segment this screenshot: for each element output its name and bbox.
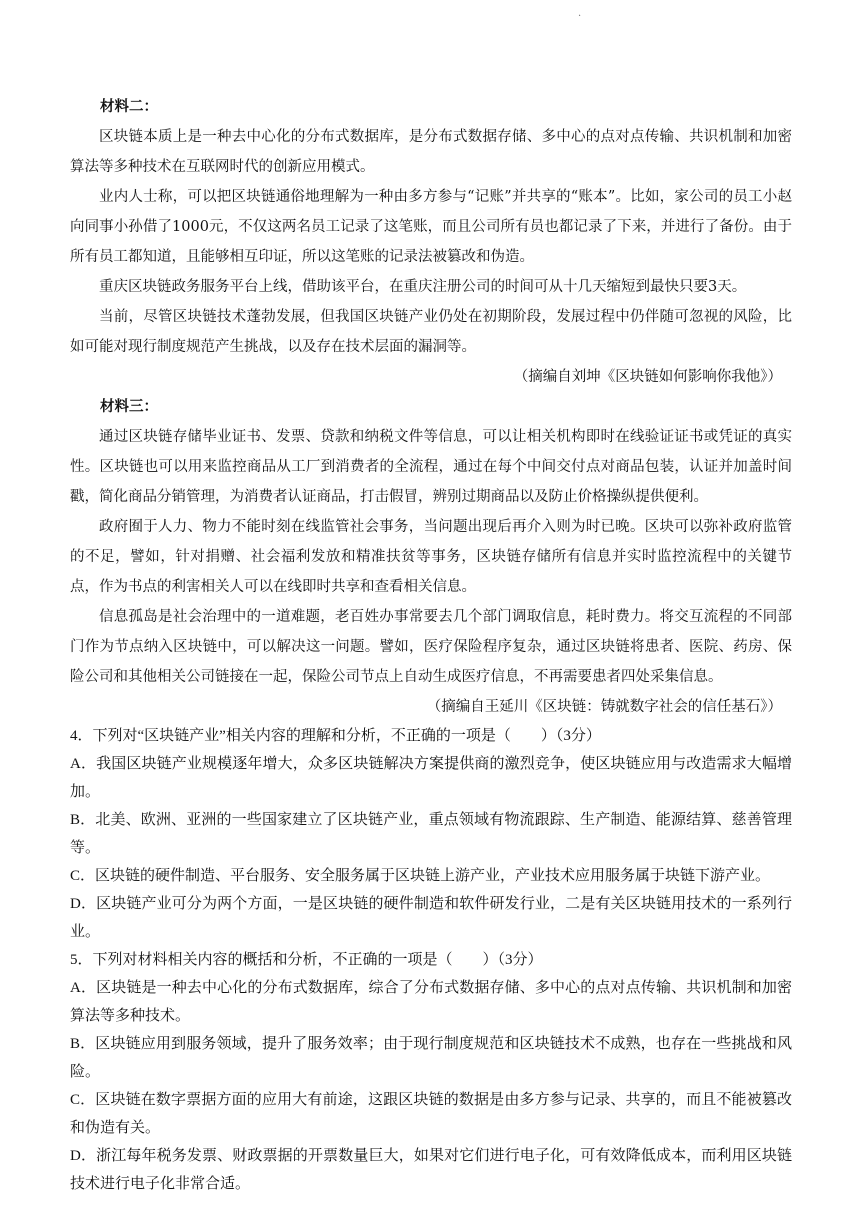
document-content xyxy=(70,92,792,1198)
option-c: C．区块链的硬件制造、平台服务、安全服务属于区块链上游产业，产业技术应用服务属于块链下游产业。 xyxy=(70,868,771,884)
question-5 xyxy=(70,946,792,1198)
option-b: B．区块链应用到服务领域，提升了服务效率；由于现行制度规范和区块链技术不成熟，也存在一些挑战和风险。 xyxy=(70,1036,792,1080)
material2-paragraph-2: 业内人士称，可以把区块链通俗地理解为一种由多方参与“记账”并共享的“账本”。比如，家公司的员工小赵向同事小孙借了1000元，不仅这两名员工记录了这笔账，而且公司所有员也都记录了下来，并进行了备份。由于所有员工都知道，且能够相互印证，所以这笔账的记录法被篡改和伪造。 xyxy=(70,189,792,265)
option-b: B．北美、欧洲、亚洲的一些国家建立了区块链产业，重点领域有物流跟踪、生产制造、能源结算、慈善管理等。 xyxy=(70,812,792,856)
option-a: A．我国区块链产业规模逐年增大，众多区块链解决方案提供商的激烈竞争，使区块链应用与改造需求大幅增加。 xyxy=(70,756,792,800)
option-d: D．区块链产业可分为两个方面，一是区块链的硬件制造和软件研发行业，二是有关区块链用技术的一系列行业。 xyxy=(70,896,792,940)
question-4 xyxy=(70,722,792,946)
material2-source: （摘编自刘坤《区块链如何影响你我他》） xyxy=(513,369,782,385)
material3-paragraph-1: 通过区块链存储毕业证书、发票、贷款和纳税文件等信息，可以让相关机构即时在线验证证书或凭证的真实性。区块链也可以用来监控商品从工厂到消费者的全流程，通过在每个中间交付点对商品包装，认证并加盖时间戳，简化商品分销管理，为消费者认证商品，打击假冒，辨别过期商品以及防止价格操纵提供便利。 xyxy=(70,429,792,505)
option-d: D．浙江每年税务发票、财政票据的开票数量巨大，如果对它们进行电子化，可有效降低成本，而利用区块链技术进行电子化非常合适。 xyxy=(70,1148,792,1192)
question-stem: 4．下列对“区块链产业”相关内容的理解和分析，不正确的一项是（ ）（3分） xyxy=(70,728,601,744)
option-c: C．区块链在数字票据方面的应用大有前途，这跟区块链的数据是由多方参与记录、共享的，而且不能被篡改和伪造有关。 xyxy=(70,1092,792,1136)
material3-heading: 材料三： xyxy=(100,398,158,415)
material3-paragraph-3: 信息孤岛是社会治理中的一道难题，老百姓办事常要去几个部门调取信息，耗时费力。将交互流程的不同部门作为节点纳入区块链中，可以解决这一问题。譬如，医疗保险程序复杂，通过区块链将患者、医院、药房、保险公司和其他相关公司链接在一起，保险公司节点上自动生成医疗信息，不再需要患者四处采集信息。 xyxy=(70,609,792,685)
question-stem: 5．下列对材料相关内容的概括和分析，不正确的一项是（ ）（3分） xyxy=(70,952,543,968)
material2-paragraph-4: 当前，尽管区块链技术蓬勃发展，但我国区块链产业仍处在初期阶段，发展过程中仍伴随可忽视的风险，比如可能对现行制度规范产生挑战，以及存在技术层面的漏洞等。 xyxy=(70,309,792,355)
header-mark: . xyxy=(578,8,582,19)
option-a: A．区块链是一种去中心化的分布式数据库，综合了分布式数据存储、多中心的点对点传输、共识机制和加密算法等多种技术。 xyxy=(70,980,792,1024)
material3-paragraph-2: 政府囿于人力、物力不能时刻在线监管社会事务，当问题出现后再介入则为时已晚。区块可以弥补政府监管的不足，譬如，针对捐赠、社会福利发放和精准扶贫等事务，区块链存储所有信息并实时监控流程中的关键节点，作为书点的利害相关人可以在线即时共享和查看相关信息。 xyxy=(70,519,792,595)
material3-source: （摘编自王延川《区块链：铸就数字社会的信任基石》） xyxy=(426,699,782,715)
material2-paragraph-1: 区块链本质上是一种去中心化的分布式数据库，是分布式数据存储、多中心的点对点传输、共识机制和加密算法等多种技术在互联网时代的创新应用模式。 xyxy=(70,129,792,175)
material2-heading: 材料二： xyxy=(100,98,158,115)
material2-paragraph-3: 重庆区块链政务服务平台上线，借助该平台，在重庆注册公司的时间可从十几天缩短到最快只要3天。 xyxy=(99,279,747,295)
